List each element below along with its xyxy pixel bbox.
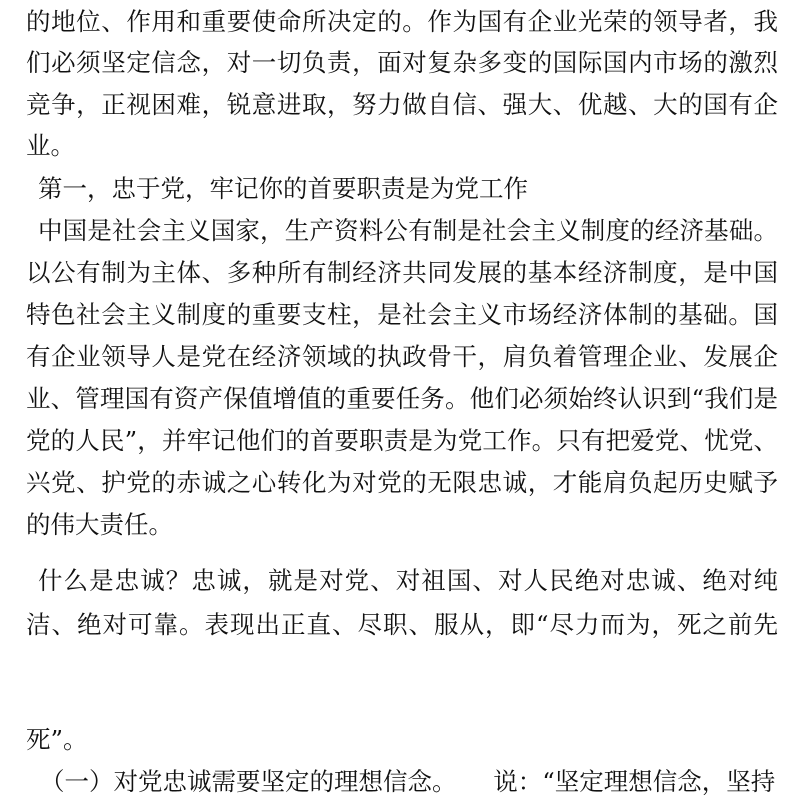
text-line-2: 们必须坚定信念，对一切负责，面对复杂多变的国际国内市场的激烈 xyxy=(26,48,778,77)
text-line-4: 业。 xyxy=(26,131,75,160)
section-heading-1: 第一，忠于党，牢记你的首要职责是为党工作 xyxy=(38,174,528,203)
text-line-8: 特色社会主义制度的重要支柱，是社会主义市场经济体制的基础。国 xyxy=(26,300,778,329)
text-line-15: 洁、绝对可靠。表现出正直、尽职、服从，即“尽力而为，死之前先 xyxy=(26,610,778,639)
text-line-13: 的伟大责任。 xyxy=(26,510,173,539)
text-line-14: 什么是忠诚？忠诚，就是对党、对祖国、对人民绝对忠诚、绝对纯 xyxy=(38,566,778,595)
text-line-7: 以公有制为主体、多种所有制经济共同发展的基本经济制度，是中国 xyxy=(26,258,778,287)
text-line-11: 党的人民”，并牢记他们的首要职责是为党工作。只有把爱党、忧党、 xyxy=(26,426,778,455)
text-line-6: 中国是社会主义国家，生产资料公有制是社会主义制度的经济基础。 xyxy=(38,216,778,245)
text-line-16: 死”。 xyxy=(26,725,88,754)
text-line-9: 有企业领导人是党在经济领域的执政骨干，肩负着管理企业、发展企 xyxy=(26,342,778,371)
text-line-10: 业、管理国有资产保值增值的重要任务。他们必须始终认识到“我们是 xyxy=(26,384,778,413)
section-heading-2: （一）对党忠诚需要坚定的理想信念。 说：“坚定理想信念，坚持 xyxy=(40,767,776,796)
text-line-12: 兴党、护党的赤诚之心转化为对党的无限忠诚，才能肩负起历史赋予 xyxy=(26,468,778,497)
text-line-3: 竞争，正视困难，锐意进取，努力做自信、强大、优越、大的国有企 xyxy=(26,90,778,119)
text-line-1: 的地位、作用和重要使命所决定的。作为国有企业光荣的领导者，我 xyxy=(26,7,778,36)
